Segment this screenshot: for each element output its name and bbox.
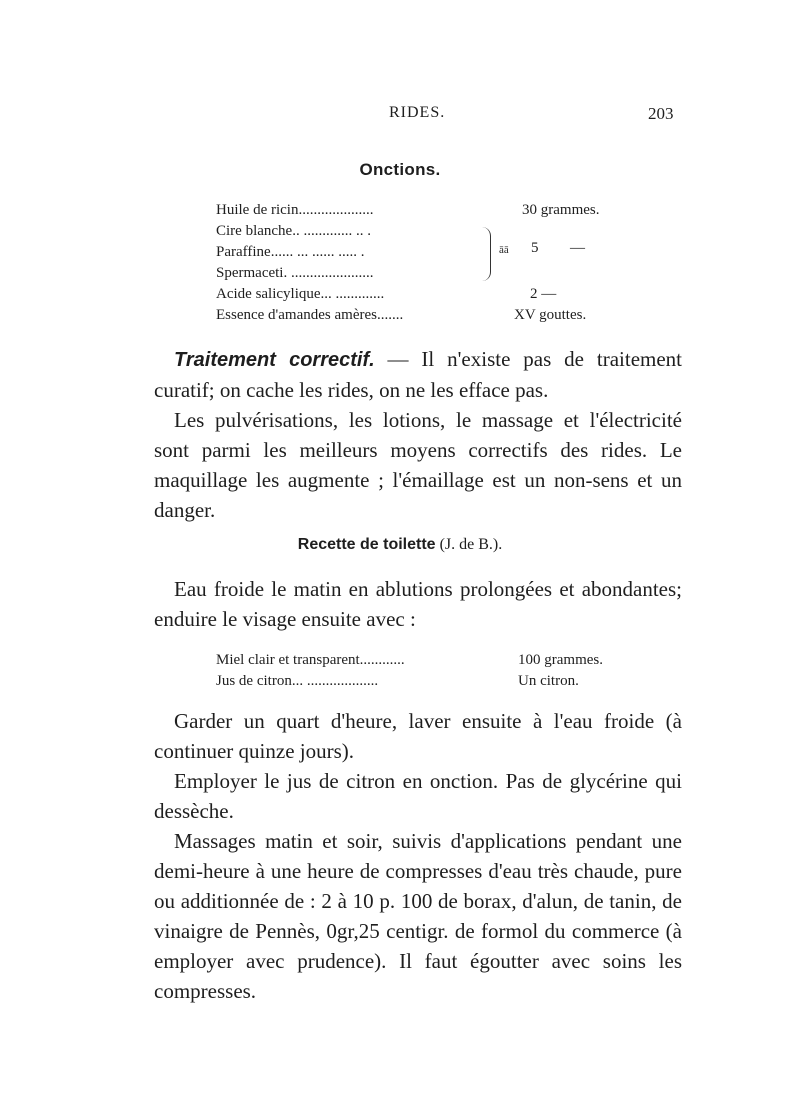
quantity: XV gouttes. xyxy=(514,307,587,323)
recette-recipe xyxy=(216,650,636,692)
recette-title-text: Recette de toilette xyxy=(297,536,436,553)
ingredient: Spermaceti. ...................... xyxy=(216,265,374,281)
onctions-title: Onctions. xyxy=(359,160,441,179)
paragraph: Garder un quart d'heure, laver ensuite à l'eau froide (à continuer quinze jours). xyxy=(154,709,682,763)
paragraph: Massages matin et soir, suivis d'applications pendant une demi-heure à une heure de compresses d'eau très chaude, pure ou additionnée de : 2 à 10 p. 100 de borax, d'alun, de tanin, de vinaigre de Pennès, 0gr,25 centigr. de formol du commerce (à employer avec prudence). Il faut égoutter avec soins les compresses. xyxy=(154,829,682,1003)
recette-attribution: (J. de B.). xyxy=(435,536,503,553)
brace-quantity: 5 xyxy=(531,240,539,256)
recipe-row xyxy=(216,671,636,692)
recette-title xyxy=(0,536,800,554)
traitement-text xyxy=(154,344,682,405)
quantity: 2 — xyxy=(530,286,557,302)
ingredient: Huile de ricin.................... xyxy=(216,202,374,218)
paragraph: Employer le jus de citron en onction. Pas de glycérine qui dessèche. xyxy=(154,769,682,823)
recette-paragraphs xyxy=(154,706,682,1006)
traitement-label: Traitement correctif. xyxy=(174,349,375,371)
brace-dash: — xyxy=(570,240,585,256)
brace-label: āā xyxy=(499,244,509,256)
recipe-row xyxy=(216,200,636,221)
page-number: 203 xyxy=(648,104,674,123)
ingredient: Jus de citron... ................... xyxy=(216,673,379,689)
quantity: 100 grammes. xyxy=(518,652,603,668)
grouping-brace xyxy=(482,227,491,281)
ingredient: Acide salicylique... ............. xyxy=(216,286,385,302)
recipe-row xyxy=(216,305,636,326)
running-head xyxy=(0,104,800,128)
onctions-recipe xyxy=(216,200,636,326)
recipe-row xyxy=(216,284,636,305)
recette-intro-text: Eau froide le matin en ablutions prolongées et abondantes; enduire le visage ensuite avec : xyxy=(154,577,682,631)
recipe-row xyxy=(216,650,636,671)
recette-intro xyxy=(154,574,682,634)
ingredient: Cire blanche.. ............. .. . xyxy=(216,223,371,239)
recipe-row xyxy=(216,263,636,284)
traitement-body: — Il n'existe pas de traitement curatif; on cache les rides, on ne les efface pas. xyxy=(154,347,682,402)
quantity: 30 grammes. xyxy=(522,202,600,218)
traitement-body-2: Les pulvérisations, les lotions, le massage et l'électricité sont parmi les meilleurs moyens correctifs des rides. Le maquillage les augmente ; l'émaillage est un non-sens et un danger. xyxy=(154,408,682,522)
recipe-row xyxy=(216,221,636,242)
ingredient: Paraffine...... ... ...... ..... . xyxy=(216,244,365,260)
ingredient: Miel clair et transparent............ xyxy=(216,652,405,668)
traitement-paragraph xyxy=(154,344,682,525)
running-head-title: RIDES. xyxy=(389,104,446,121)
ingredient: Essence d'amandes amères....... xyxy=(216,307,404,323)
quantity: Un citron. xyxy=(518,673,579,689)
